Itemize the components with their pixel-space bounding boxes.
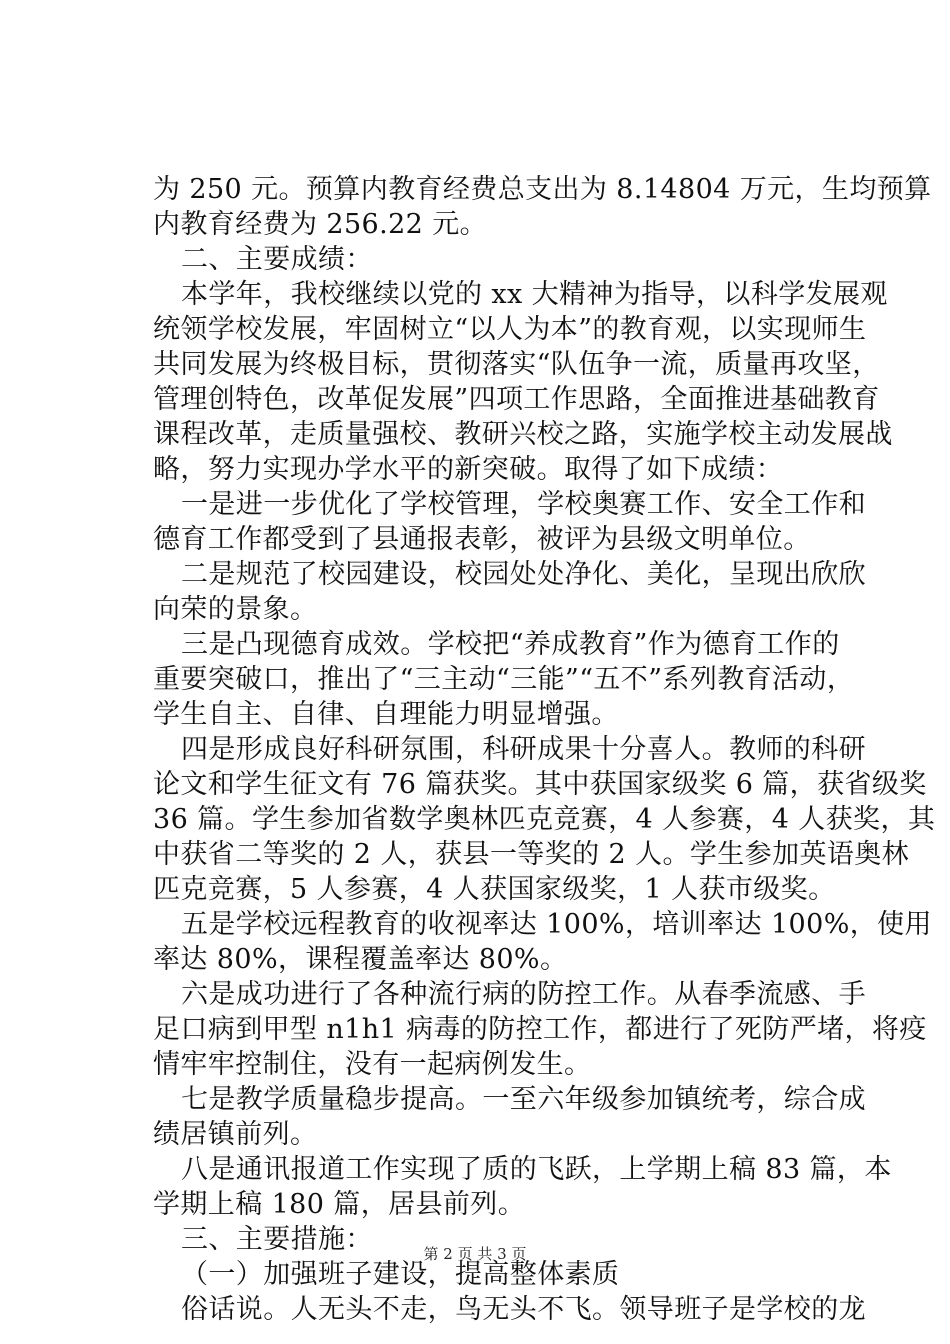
text-line: 重要突破口，推出了“三主动“三能”“五不”系列教育活动， <box>153 664 855 695</box>
text-line: 率达 80%，课程覆盖率达 80%。 <box>153 944 568 975</box>
text-line: 七是教学质量稳步提高。一至六年级参加镇统考，综合成 <box>181 1084 866 1115</box>
text-line: 36 篇。学生参加省数学奥林匹克竞赛，4 人参赛，4 人获奖，其 <box>153 804 936 835</box>
text-line: 为 250 元。预算内教育经费总支出为 8.14804 万元，生均预算 <box>153 174 932 205</box>
text-line: 学生自主、自律、自理能力明显增强。 <box>153 699 619 730</box>
document-body <box>153 172 936 1327</box>
text-line: 中获省二等奖的 2 人，获县一等奖的 2 人。学生参加英语奥林 <box>153 839 910 870</box>
text-line: 内教育经费为 256.22 元。 <box>153 209 488 240</box>
text-line: 向荣的景象。 <box>153 594 318 625</box>
text-line: 六是成功进行了各种流行病的防控工作。从春季流感、手 <box>181 979 866 1010</box>
text-line: 绩居镇前列。 <box>153 1119 318 1150</box>
text-line: 论文和学生征文有 76 篇获奖。其中获国家级奖 6 篇，获省级奖 <box>153 769 927 800</box>
text-line: 二是规范了校园建设，校园处处净化、美化，呈现出欣欣 <box>181 559 866 590</box>
text-line: 德育工作都受到了县通报表彰，被评为县级文明单位。 <box>153 524 811 555</box>
subsection-heading: （一）加强班子建设，提高整体素质 <box>181 1259 620 1290</box>
text-line: 足口病到甲型 n1h1 病毒的防控工作，都进行了死防严堵，将疫 <box>153 1014 927 1045</box>
text-line: 管理创特色，改革促发展”四项工作思路，全面推进基础教育 <box>153 384 880 415</box>
text-line: 略，努力实现办学水平的新突破。取得了如下成绩： <box>153 454 784 485</box>
text-line: 共同发展为终极目标，贯彻落实“队伍争一流，质量再攻坚， <box>153 349 880 380</box>
text-line: 四是形成良好科研氛围，科研成果十分喜人。教师的科研 <box>181 734 866 765</box>
text-line: 俗话说。人无头不走，鸟无头不飞。领导班子是学校的龙 <box>181 1294 866 1325</box>
page-number-footer: 第 2 页 共 3 页 <box>423 1245 527 1263</box>
text-line: 五是学校远程教育的收视率达 100%，培训率达 100%，使用 <box>181 909 932 940</box>
text-line: 学期上稿 180 篇，居县前列。 <box>153 1189 526 1220</box>
text-line: 匹克竞赛，5 人参赛，4 人获国家级奖，1 人获市级奖。 <box>153 874 836 905</box>
section-heading: 三、主要措施： <box>181 1224 373 1255</box>
text-line: 三是凸现德育成效。学校把“养成教育”作为德育工作的 <box>181 629 840 660</box>
text-line: 统领学校发展，牢固树立“以人为本”的教育观，以实现师生 <box>153 314 867 345</box>
text-line: 八是通讯报道工作实现了质的飞跃，上学期上稿 83 篇，本 <box>181 1154 892 1185</box>
text-line: 本学年，我校继续以党的 xx 大精神为指导，以科学发展观 <box>181 279 888 310</box>
text-line: 一是进一步优化了学校管理，学校奥赛工作、安全工作和 <box>181 489 866 520</box>
text-line: 课程改革，走质量强校、教研兴校之路，实施学校主动发展战 <box>153 419 893 450</box>
text-line: 情牢牢控制住，没有一起病例发生。 <box>153 1049 592 1080</box>
section-heading: 二、主要成绩： <box>181 244 373 275</box>
